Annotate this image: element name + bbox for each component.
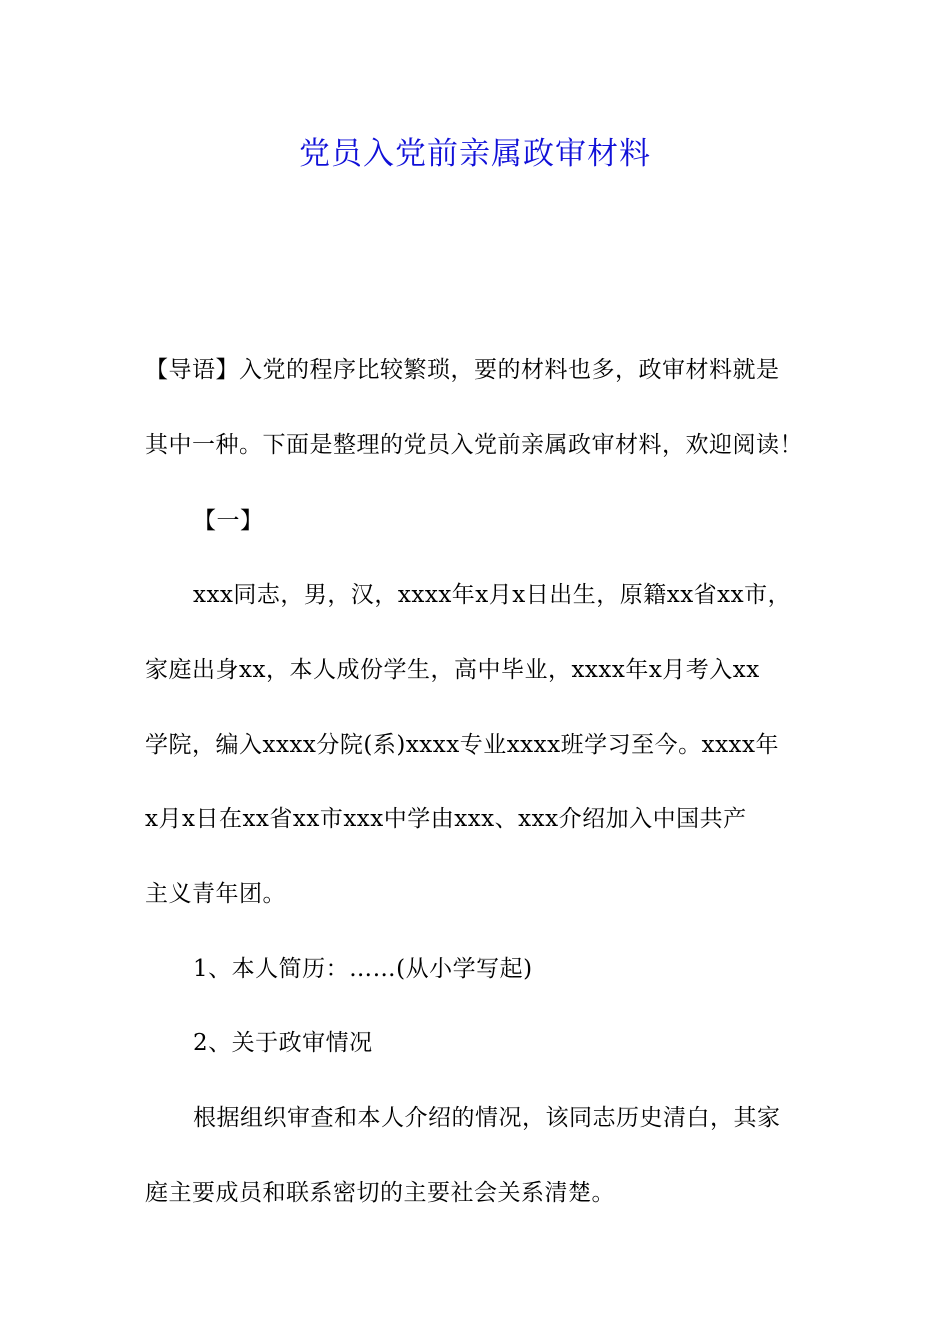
paragraph-line-4: x月x日在xx省xx市xxx中学由xxx、xxx介绍加入中国共产 xyxy=(145,806,747,832)
intro-line-2: 其中一种。下面是整理的党员入党前亲属政审材料，欢迎阅读！ xyxy=(145,432,803,458)
conclusion-line-2: 庭主要成员和联系密切的主要社会关系清楚。 xyxy=(145,1180,615,1206)
document-title: 党员入党前亲属政审材料 xyxy=(299,136,651,172)
paragraph-line-3: 学院，编入xxxx分院(系)xxxx专业xxxx班学习至今。xxxx年 xyxy=(145,732,779,758)
item-resume: 1、本人简历：……(从小学写起) xyxy=(193,956,533,982)
conclusion-line-1: 根据组织审查和本人介绍的情况，该同志历史清白，其家 xyxy=(193,1105,781,1131)
intro-line-1: 【导语】入党的程序比较繁琐，要的材料也多，政审材料就是 xyxy=(145,357,780,383)
item-political-review: 2、关于政审情况 xyxy=(193,1030,373,1056)
paragraph-line-2: 家庭出身xx，本人成份学生，高中毕业，xxxx年x月考入xx xyxy=(145,657,760,683)
paragraph-line-5: 主义青年团。 xyxy=(145,881,286,907)
paragraph-line-1: xxx同志，男，汉，xxxx年x月x日出生，原籍xx省xx市， xyxy=(193,582,792,608)
section-heading-one: 【一】 xyxy=(193,508,264,534)
